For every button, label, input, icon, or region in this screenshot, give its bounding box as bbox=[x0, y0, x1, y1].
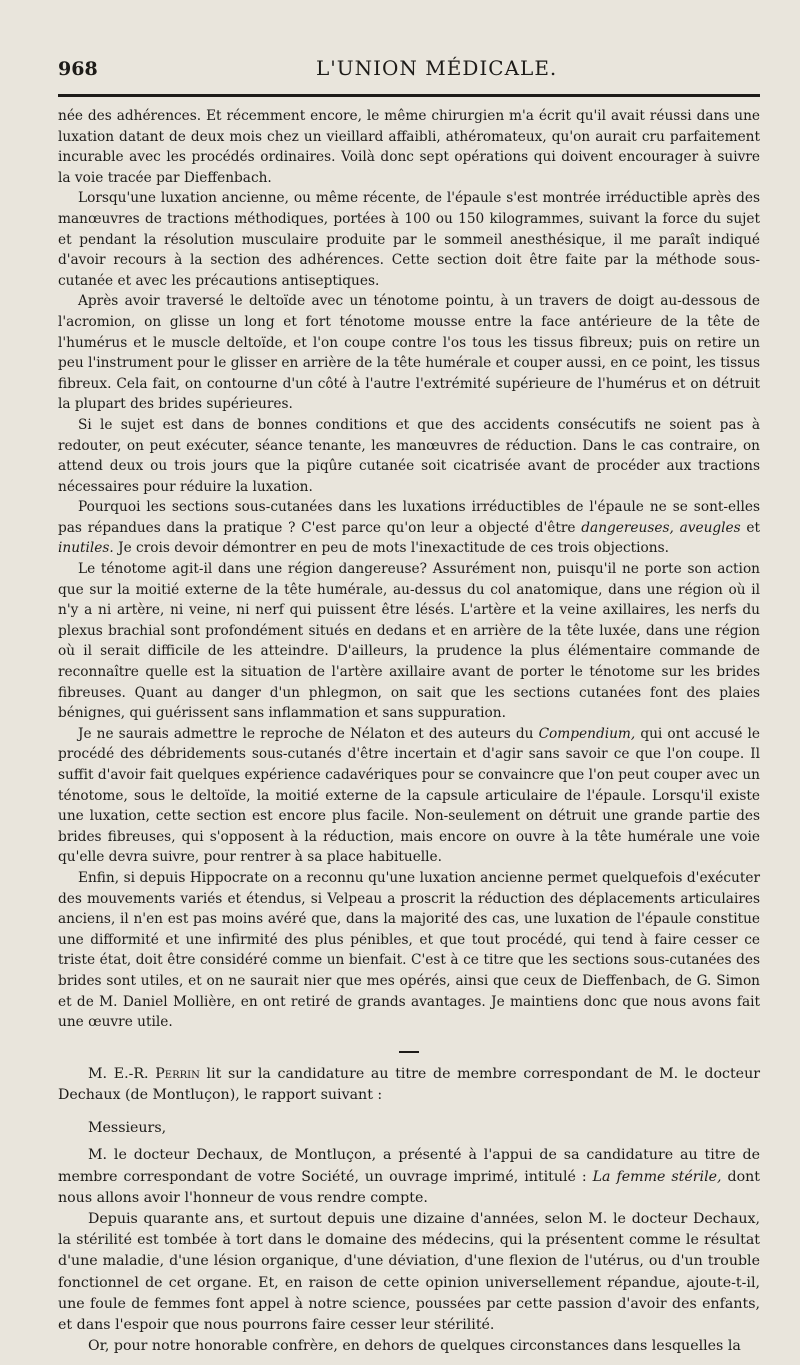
text-run: dont nous allons avoir l'honneur de vous rendre compte. bbox=[58, 1168, 760, 1206]
paragraph: Depuis quarante ans, et surtout depuis une dizaine d'années, selon M. le docteur Dechaux, la stérilité est tombée à tort dans le domaine des médecins, qui la présentent comme le résultat d'une maladie, d'une lésion organique, d'une déviation, d'une flexion de l'utérus, ou d'un trouble fonctionnel de cet organe. Et, en raison de cette opinion universellement répandue, ajoute-t-il, une foule de femmes font appel à notre science, poussées par cette passion d'avoir des enfants, et dans l'espoir que nous pourrons faire cesser leur stérilité. bbox=[58, 1210, 760, 1333]
speaker-name: Perrin bbox=[155, 1065, 200, 1082]
paragraph bbox=[58, 724, 760, 868]
salutation: Messieurs, bbox=[88, 1120, 167, 1137]
page-header bbox=[58, 56, 760, 90]
paragraph: Enfin, si depuis Hippocrate on a reconnu qu'une luxation ancienne permet quelquefois d'exécuter des mouvements variés et étendus, si Velpeau a proscrit la réduction des déplacements articulaires anciens, il n'en est pas moins avéré que, dans la majorité des cas, une luxation de l'épaule constitue une difformité et une infirmité des plus pénibles, et que tout procédé, qui tend à faire cesser ce triste état, doit être considéré comme un bienfait. C'est à ce titre que les sections sous-cutanées des brides sont utiles, et on ne saurait nier que mes opérés, ainsi que ceux de Dieffenbach, de G. Simon et de M. Daniel Mollière, en ont retiré de grands avantages. Je maintiens donc que nous avons fait une œuvre utile. bbox=[58, 869, 760, 1031]
paragraph: Lorsqu'une luxation ancienne, ou même récente, de l'épaule s'est montrée irréductible après des manœuvres de tractions méthodiques, portées à 100 ou 150 kilogrammes, suivant la force du sujet et pendant la résolution musculaire produite par le sommeil anesthésique, il me paraît indiqué d'avoir recours à la section des adhérences. Cette section doit être faite par la méthode sous-cutanée et avec les précautions antiseptiques. bbox=[58, 190, 760, 289]
italic-term: dangereuses, aveugles bbox=[581, 519, 741, 536]
book-title: La femme stérile, bbox=[592, 1168, 722, 1185]
paragraph bbox=[58, 497, 760, 559]
paragraph: Après avoir traversé le deltoïde avec un ténotome pointu, à un travers de doigt au-dessous de l'acromion, on glisse un long et fort ténotome mousse entre la face antérieure de la tête de l'humérus et le muscle deltoïde, et l'on coupe contre l'os tous les tissus fibreux; puis on retire un peu l'instrument pour le glisser en arrière de la tête humérale et couper aussi, en ce point, les tissus fibreux. Cela fait, on contourne d'un côté à l'autre l'extrémité supérieure de l'humérus et on détruit la plupart des brides supérieures. bbox=[58, 293, 760, 413]
text-run: qui ont accusé le procédé des débridements sous-cutanés d'être incertain et d'agir sans savoir ce que l'on coupe. Il suffit d'avoir fait quelques expérience cadavériques pour se convaincre que l'on peut couper avec un ténotome, sous le deltoïde, la moitié externe de la capsule articulaire de l'épaule. Lorsqu'il existe une luxation, cette section est encore plus facile. Non-seulement on détruit une grande partie des brides fibreuses, qui s'opposent à la réduction, mais encore on ouvre à la tête humérale une voie qu'elle devra suivre, pour rentrer à sa place habituelle. bbox=[58, 725, 760, 866]
paragraph: Si le sujet est dans de bonnes conditions et que des accidents consécutifs ne soient pas à redouter, on peut exécuter, séance tenante, les manœuvres de réduction. Dans le cas contraire, on attend deux ou trois jours que la piqûre cutanée soit cicatrisée avant de procéder aux tractions nécessaires pour réduire la luxation. bbox=[58, 416, 760, 495]
italic-term: inutiles. bbox=[58, 540, 114, 557]
paragraph: née des adhérences. Et récemment encore, le même chirurgien m'a écrit qu'il avait réussi dans une luxation datant de deux mois chez un vieillard affaibli, athéromateux, qu'on aurait cru parfaitement incurable avec les procédés ordinaires. Voilà donc sept opérations qui doivent encourager à suivre la voie tracée par Dieffenbach. bbox=[58, 108, 760, 186]
text-run: Je ne saurais admettre le reproche de Nélaton et des auteurs du bbox=[78, 725, 539, 742]
text-run: Je crois devoir démontrer en peu de mots l'inexactitude de ces trois objections. bbox=[113, 540, 669, 557]
text-run: lit sur la candidature au titre de membre correspondant de M. le docteur Dechaux (de Montluçon), le rapport suivant : bbox=[58, 1065, 760, 1103]
article-body bbox=[58, 106, 760, 1033]
text-run: M. E.-R. bbox=[88, 1065, 156, 1082]
text-run: et bbox=[740, 519, 761, 536]
text-run: Pourquoi les sections sous-cutanées dans les luxations irréductibles de l'épaule ne se sont-elles pas répandues dans la pratique ? C'est parce qu'on leur a objecté d'être bbox=[58, 499, 760, 536]
report-section bbox=[58, 1064, 760, 1358]
paragraph: Le ténotome agit-il dans une région dangereuse? Assurément non, puisqu'il ne porte son action que sur la moitié externe de la tête humérale, au-dessus du col anatomique, dans une région où il n'y a ni artère, ni veine, ni nerf qui puissent être lésés. L'artère et la veine axillaires, les nerfs du plexus brachial sont profondément situés en dedans et en arrière de la tête luxée, dans une région où il serait difficile de les atteindre. D'ailleurs, la prudence la plus élémentaire commande de reconnaître quelle est la situation de l'artère axillaire avant de porter le ténotome sur les brides fibreuses. Quant au danger d'un phlegmon, on sait que les sections cutanées font des plaies bénignes, qui guérissent sans inflammation et sans suppuration. bbox=[58, 561, 760, 722]
header-rule bbox=[58, 94, 760, 97]
italic-title: Compendium, bbox=[538, 725, 636, 742]
paragraph: Or, pour notre honorable confrère, en dehors de quelques circonstances dans lesquelles la bbox=[88, 1338, 741, 1355]
report-intro bbox=[58, 1064, 760, 1106]
paragraph bbox=[58, 1145, 760, 1209]
running-title: L'UNION MÉDICALE. bbox=[316, 56, 558, 80]
page-number: 968 bbox=[58, 58, 98, 80]
section-separator bbox=[399, 1051, 419, 1053]
text-run: M. le docteur Dechaux, de Montluçon, a présenté à l'appui de sa candidature au titre de membre correspondant de votre Société, un ouvrage imprimé, intitulé : bbox=[58, 1147, 760, 1185]
